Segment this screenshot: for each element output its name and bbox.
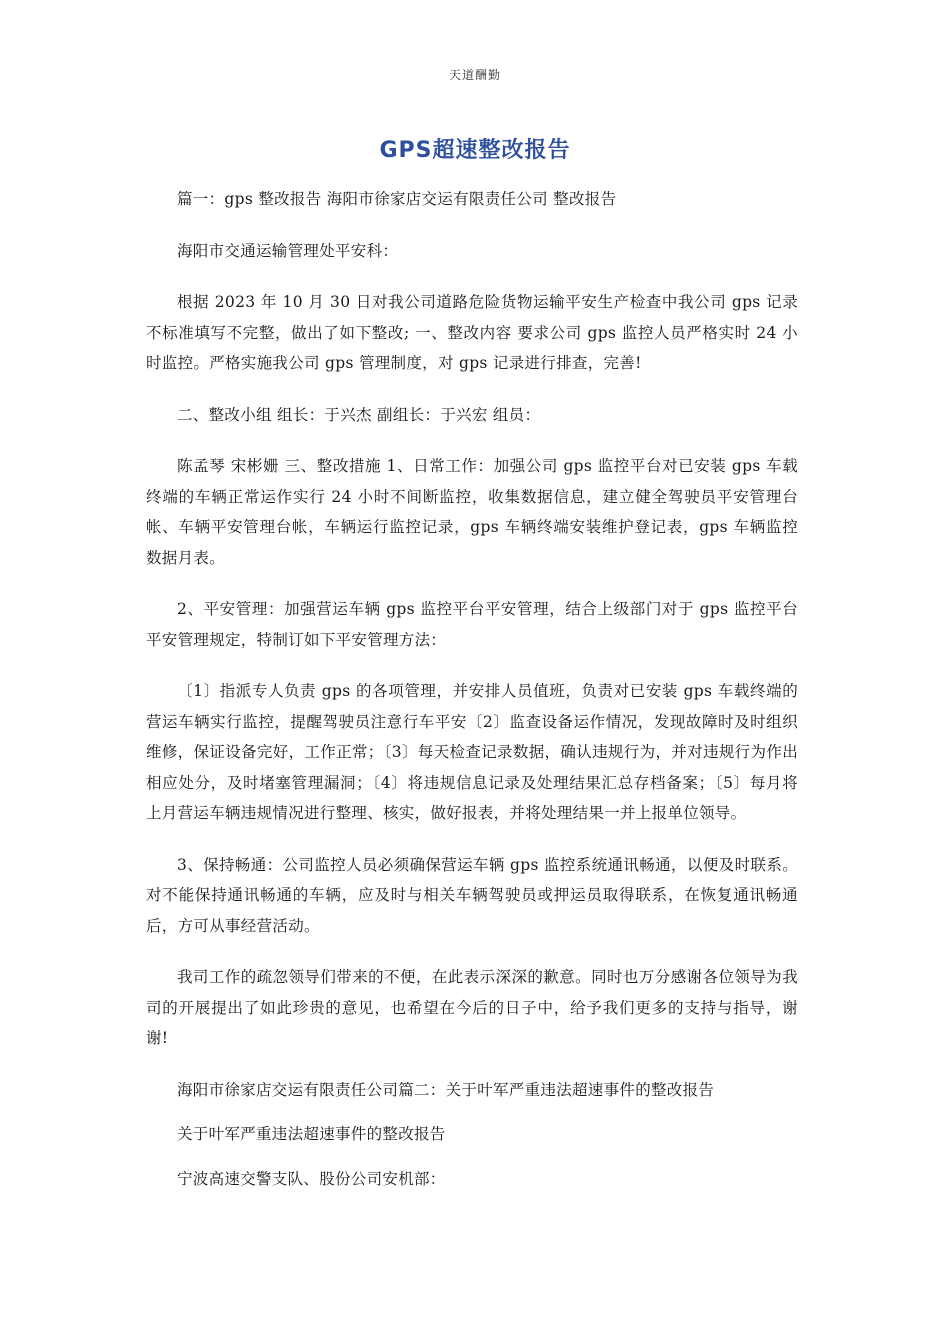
paragraph-11: 关于叶军严重违法超速事件的整改报告 — [177, 1125, 446, 1143]
document-body — [146, 184, 798, 1208]
document-title: GPS超速整改报告 — [379, 138, 571, 163]
paragraph-5: 陈孟琴 宋彬姗 三、整改措施 1、日常工作：加强公司 gps 监控平台对已安装 gps 车载终端的车辆正常运作实行 24 小时不间断监控，收集数据信息，建立健全驾驶员平安管理台帐、车辆平安管理台帐，车辆运行监控记录，gps 车辆终端安装维护登记表，gps 车辆监控数据月表。 — [146, 457, 798, 567]
paragraph-2: 海阳市交通运输管理处平安科： — [177, 241, 399, 260]
paragraph-10: 海阳市徐家店交运有限责任公司篇二：关于叶军严重违法超速事件的整改报告 — [177, 1080, 715, 1099]
paragraph-7: 〔1〕指派专人负责 gps 的各项管理，并安排人员值班，负责对已安装 gps 车载终端的营运车辆实行监控，提醒驾驶员注意行车平安〔2〕监查设备运作情况，发现故障时及时组织维修，保证设备完好，工作正常；〔3〕每天检查记录数据，确认违规行为，并对违规行为作出相应处分，及时堵塞管理漏洞；〔4〕将违规信息记录及处理结果汇总存档备案；〔5〕每月将上月营运车辆违规情况进行整理、核实，做好报表，并将处理结果一并上报单位领导。 — [146, 682, 798, 822]
paragraph-9: 我司工作的疏忽领导们带来的不便，在此表示深深的歉意。同时也万分感谢各位领导为我司的开展提出了如此珍贵的意见，也希望在今后的日子中，给予我们更多的支持与指导，谢谢! — [146, 968, 798, 1047]
paragraph-12: 宁波高速交警支队、股份公司安机部： — [177, 1169, 446, 1188]
page-header: 天道酬勤 — [448, 68, 501, 82]
paragraph-8: 3、保持畅通：公司监控人员必须确保营运车辆 gps 监控系统通讯畅通，以便及时联系。对不能保持通讯畅通的车辆，应及时与相关车辆驾驶员或押运员取得联系，在恢复通讯畅通后，方可从事经营活动。 — [146, 855, 798, 935]
paragraph-4: 二、整改小组 组长：于兴杰 副组长：于兴宏 组员： — [177, 405, 541, 424]
paragraph-1: 篇一：gps 整改报告 海阳市徐家店交运有限责任公司 整改报告 — [177, 190, 617, 208]
paragraph-3: 根据 2023 年 10 月 30 日对我公司道路危险货物运输平安生产检查中我公司 gps 记录不标准填写不完整，做出了如下整改; 一、整改内容 要求公司 gps 监控人员严格实时 24 小时监控。严格实施我公司 gps 管理制度，对 gps 记录进行排查，完善! — [146, 293, 798, 372]
paragraph-6: 2、平安管理：加强营运车辆 gps 监控平台平安管理，结合上级部门对于 gps 监控平台平安管理规定，特制订如下平安管理方法： — [146, 600, 798, 649]
